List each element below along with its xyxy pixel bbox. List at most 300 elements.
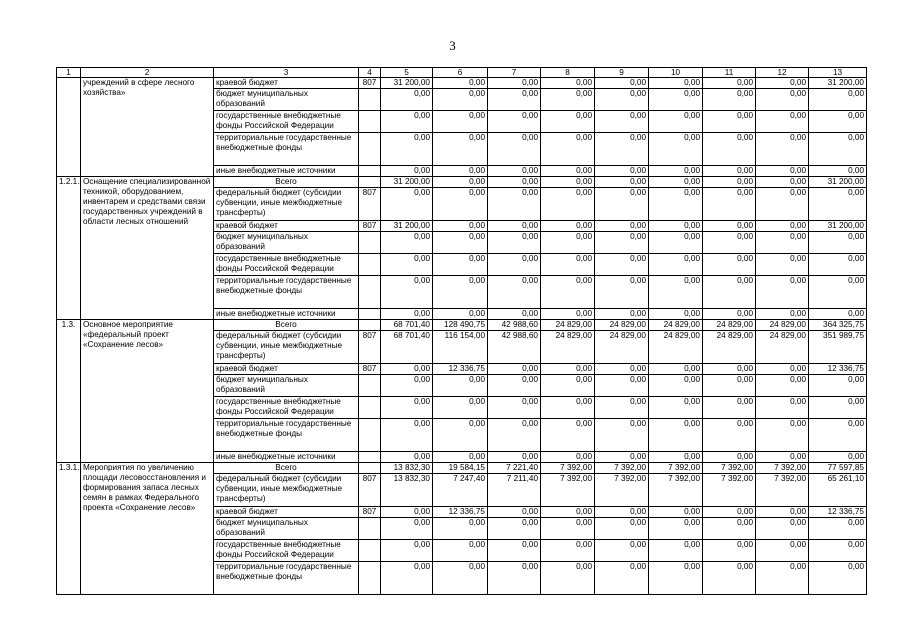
- amount-cell: 65 261,10: [809, 474, 867, 507]
- funding-source: бюджет муниципальных образований: [214, 89, 359, 111]
- amount-cell: 0,00: [541, 111, 595, 133]
- amount-cell: 24 829,00: [541, 331, 595, 364]
- amount-cell: 0,00: [756, 375, 809, 397]
- amount-cell: 0,00: [488, 309, 541, 320]
- amount-cell: 68 701,40: [381, 331, 433, 364]
- amount-cell: 0,00: [809, 166, 867, 177]
- amount-cell: 0,00: [488, 111, 541, 133]
- funding-source: федеральный бюджет (субсидии субвенции, иные межбюджетные трансферты): [214, 474, 359, 507]
- grbs-code: [359, 518, 381, 540]
- amount-cell: 0,00: [433, 309, 488, 320]
- amount-cell: 0,00: [595, 166, 649, 177]
- funding-source: Всего: [214, 463, 359, 474]
- amount-cell: 0,00: [649, 309, 703, 320]
- amount-cell: 7 392,00: [649, 474, 703, 507]
- amount-cell: 0,00: [541, 452, 595, 463]
- amount-cell: 0,00: [381, 111, 433, 133]
- amount-cell: 31 200,00: [381, 221, 433, 232]
- amount-cell: 0,00: [541, 232, 595, 254]
- funding-source: территориальные государственные внебюджетные фонды: [214, 133, 359, 166]
- amount-cell: 0,00: [488, 254, 541, 276]
- amount-cell: 0,00: [381, 166, 433, 177]
- funding-source: краевой бюджет: [214, 78, 359, 89]
- amount-cell: 0,00: [488, 221, 541, 232]
- amount-cell: 0,00: [381, 254, 433, 276]
- amount-cell: 0,00: [756, 188, 809, 221]
- amount-cell: 24 829,00: [649, 320, 703, 331]
- row-code: [57, 78, 81, 177]
- amount-cell: 0,00: [541, 133, 595, 166]
- amount-cell: 0,00: [595, 276, 649, 309]
- amount-cell: 7 211,40: [488, 474, 541, 507]
- funding-source: бюджет муниципальных образований: [214, 375, 359, 397]
- amount-cell: 0,00: [703, 254, 756, 276]
- amount-cell: 0,00: [541, 276, 595, 309]
- amount-cell: 0,00: [703, 166, 756, 177]
- amount-cell: 0,00: [756, 309, 809, 320]
- amount-cell: 0,00: [756, 166, 809, 177]
- amount-cell: 0,00: [381, 276, 433, 309]
- amount-cell: 0,00: [809, 111, 867, 133]
- funding-source: Всего: [214, 177, 359, 188]
- amount-cell: 0,00: [488, 89, 541, 111]
- grbs-code: [359, 463, 381, 474]
- amount-cell: 0,00: [541, 419, 595, 452]
- amount-cell: 0,00: [703, 452, 756, 463]
- amount-cell: 0,00: [649, 452, 703, 463]
- amount-cell: 0,00: [595, 221, 649, 232]
- amount-cell: 7 392,00: [703, 463, 756, 474]
- amount-cell: 0,00: [381, 540, 433, 562]
- amount-cell: 0,00: [649, 562, 703, 595]
- amount-cell: 0,00: [649, 166, 703, 177]
- amount-cell: 0,00: [381, 309, 433, 320]
- column-number-9: 9: [595, 68, 649, 78]
- amount-cell: 0,00: [595, 375, 649, 397]
- funding-source: краевой бюджет: [214, 507, 359, 518]
- amount-cell: 31 200,00: [809, 177, 867, 188]
- amount-cell: 0,00: [809, 540, 867, 562]
- amount-cell: 0,00: [756, 221, 809, 232]
- table-row: [57, 177, 867, 188]
- measure-name: учреждений в сфере лесного хозяйства»: [81, 78, 214, 177]
- amount-cell: 0,00: [541, 188, 595, 221]
- funding-source: территориальные государственные внебюджетные фонды: [214, 276, 359, 309]
- amount-cell: 0,00: [595, 540, 649, 562]
- amount-cell: 0,00: [541, 518, 595, 540]
- amount-cell: 0,00: [381, 375, 433, 397]
- budget-table: [56, 67, 867, 595]
- amount-cell: 13 832,30: [381, 474, 433, 507]
- amount-cell: 68 701,40: [381, 320, 433, 331]
- amount-cell: 24 829,00: [756, 320, 809, 331]
- grbs-code: 807: [359, 507, 381, 518]
- column-number-3: 3: [214, 68, 359, 78]
- amount-cell: 0,00: [595, 397, 649, 419]
- funding-source: иные внебюджетные источники: [214, 166, 359, 177]
- amount-cell: 0,00: [488, 562, 541, 595]
- amount-cell: 0,00: [756, 507, 809, 518]
- header-row: [57, 68, 867, 78]
- amount-cell: 0,00: [433, 452, 488, 463]
- amount-cell: 0,00: [703, 518, 756, 540]
- amount-cell: 0,00: [433, 133, 488, 166]
- amount-cell: 0,00: [541, 507, 595, 518]
- amount-cell: 0,00: [756, 232, 809, 254]
- amount-cell: 0,00: [541, 177, 595, 188]
- amount-cell: 0,00: [809, 419, 867, 452]
- amount-cell: 0,00: [649, 507, 703, 518]
- amount-cell: 0,00: [756, 111, 809, 133]
- table-row: [57, 320, 867, 331]
- row-code: 1.3.: [57, 320, 81, 463]
- amount-cell: 0,00: [433, 518, 488, 540]
- amount-cell: 0,00: [756, 518, 809, 540]
- amount-cell: 7 392,00: [541, 463, 595, 474]
- grbs-code: [359, 89, 381, 111]
- amount-cell: 0,00: [703, 188, 756, 221]
- table-row: [57, 78, 867, 89]
- amount-cell: 24 829,00: [595, 331, 649, 364]
- amount-cell: 116 154,00: [433, 331, 488, 364]
- amount-cell: 0,00: [649, 78, 703, 89]
- amount-cell: 0,00: [809, 452, 867, 463]
- amount-cell: 364 325,75: [809, 320, 867, 331]
- amount-cell: 0,00: [541, 540, 595, 562]
- amount-cell: 0,00: [649, 419, 703, 452]
- amount-cell: 0,00: [595, 111, 649, 133]
- amount-cell: 0,00: [433, 188, 488, 221]
- amount-cell: 0,00: [381, 507, 433, 518]
- measure-name: Мероприятия по увеличению площади лесовосстановления и формирования запаса лесных семян в рамках Федерального проекта «Сохранение лесов»: [81, 463, 214, 595]
- amount-cell: 24 829,00: [703, 331, 756, 364]
- amount-cell: 0,00: [649, 518, 703, 540]
- amount-cell: 31 200,00: [381, 78, 433, 89]
- funding-source: иные внебюджетные источники: [214, 452, 359, 463]
- amount-cell: 0,00: [381, 232, 433, 254]
- column-number-1: 1: [57, 68, 81, 78]
- column-number-10: 10: [649, 68, 703, 78]
- amount-cell: 0,00: [433, 232, 488, 254]
- amount-cell: 0,00: [595, 364, 649, 375]
- amount-cell: 0,00: [433, 221, 488, 232]
- grbs-code: [359, 452, 381, 463]
- grbs-code: 807: [359, 221, 381, 232]
- amount-cell: 0,00: [381, 364, 433, 375]
- amount-cell: 0,00: [809, 562, 867, 595]
- amount-cell: 0,00: [809, 89, 867, 111]
- amount-cell: 0,00: [809, 232, 867, 254]
- amount-cell: 0,00: [488, 232, 541, 254]
- amount-cell: 0,00: [595, 452, 649, 463]
- funding-source: бюджет муниципальных образований: [214, 232, 359, 254]
- amount-cell: 12 336,75: [433, 507, 488, 518]
- amount-cell: 0,00: [703, 309, 756, 320]
- amount-cell: 0,00: [809, 309, 867, 320]
- funding-source: краевой бюджет: [214, 364, 359, 375]
- amount-cell: 0,00: [595, 232, 649, 254]
- amount-cell: 0,00: [649, 133, 703, 166]
- funding-source: государственные внебюджетные фонды Российской Федерации: [214, 540, 359, 562]
- amount-cell: 31 200,00: [381, 177, 433, 188]
- grbs-code: 807: [359, 364, 381, 375]
- funding-source: иные внебюджетные источники: [214, 309, 359, 320]
- amount-cell: 24 829,00: [756, 331, 809, 364]
- amount-cell: 0,00: [756, 89, 809, 111]
- funding-source: государственные внебюджетные фонды Российской Федерации: [214, 397, 359, 419]
- amount-cell: 0,00: [649, 221, 703, 232]
- amount-cell: 0,00: [703, 397, 756, 419]
- amount-cell: 0,00: [595, 518, 649, 540]
- amount-cell: 0,00: [703, 78, 756, 89]
- amount-cell: 0,00: [809, 276, 867, 309]
- table-row: [57, 463, 867, 474]
- amount-cell: 0,00: [433, 166, 488, 177]
- funding-source: федеральный бюджет (субсидии субвенции, иные межбюджетные трансферты): [214, 188, 359, 221]
- amount-cell: 7 392,00: [649, 463, 703, 474]
- amount-cell: 0,00: [381, 133, 433, 166]
- amount-cell: 0,00: [433, 254, 488, 276]
- amount-cell: 0,00: [649, 188, 703, 221]
- funding-source: федеральный бюджет (субсидии субвенции, иные межбюджетные трансферты): [214, 331, 359, 364]
- grbs-code: [359, 133, 381, 166]
- amount-cell: 0,00: [488, 166, 541, 177]
- amount-cell: 0,00: [595, 89, 649, 111]
- amount-cell: 7 392,00: [541, 474, 595, 507]
- amount-cell: 0,00: [703, 232, 756, 254]
- amount-cell: 0,00: [809, 133, 867, 166]
- column-number-5: 5: [381, 68, 433, 78]
- amount-cell: 0,00: [488, 276, 541, 309]
- amount-cell: 0,00: [488, 518, 541, 540]
- column-number-4: 4: [359, 68, 381, 78]
- page-number: 3: [449, 38, 456, 53]
- amount-cell: 0,00: [488, 452, 541, 463]
- amount-cell: 0,00: [703, 364, 756, 375]
- amount-cell: 0,00: [488, 540, 541, 562]
- amount-cell: 0,00: [595, 188, 649, 221]
- amount-cell: 0,00: [703, 133, 756, 166]
- amount-cell: 0,00: [595, 177, 649, 188]
- amount-cell: 7 392,00: [595, 463, 649, 474]
- amount-cell: 19 584,15: [433, 463, 488, 474]
- amount-cell: 24 829,00: [541, 320, 595, 331]
- amount-cell: 0,00: [809, 518, 867, 540]
- amount-cell: 0,00: [595, 309, 649, 320]
- amount-cell: 0,00: [488, 133, 541, 166]
- amount-cell: 0,00: [649, 364, 703, 375]
- amount-cell: 0,00: [756, 254, 809, 276]
- amount-cell: 0,00: [541, 78, 595, 89]
- amount-cell: 42 988,60: [488, 320, 541, 331]
- amount-cell: 0,00: [703, 276, 756, 309]
- amount-cell: 0,00: [703, 562, 756, 595]
- amount-cell: 0,00: [595, 507, 649, 518]
- amount-cell: 0,00: [488, 375, 541, 397]
- amount-cell: 7 392,00: [595, 474, 649, 507]
- amount-cell: 0,00: [433, 375, 488, 397]
- grbs-code: [359, 166, 381, 177]
- grbs-code: [359, 320, 381, 331]
- amount-cell: 0,00: [595, 419, 649, 452]
- amount-cell: 0,00: [649, 177, 703, 188]
- amount-cell: 0,00: [649, 397, 703, 419]
- amount-cell: 0,00: [703, 419, 756, 452]
- amount-cell: 7 221,40: [488, 463, 541, 474]
- amount-cell: 12 336,75: [809, 507, 867, 518]
- grbs-code: [359, 562, 381, 595]
- grbs-code: [359, 254, 381, 276]
- amount-cell: 0,00: [433, 177, 488, 188]
- amount-cell: 0,00: [433, 397, 488, 419]
- amount-cell: 0,00: [541, 562, 595, 595]
- amount-cell: 0,00: [595, 562, 649, 595]
- amount-cell: 0,00: [541, 254, 595, 276]
- amount-cell: 7 247,40: [433, 474, 488, 507]
- amount-cell: 0,00: [649, 232, 703, 254]
- row-code: 1.3.1.: [57, 463, 81, 595]
- amount-cell: 0,00: [756, 397, 809, 419]
- amount-cell: 0,00: [809, 397, 867, 419]
- amount-cell: 0,00: [433, 540, 488, 562]
- amount-cell: 0,00: [756, 540, 809, 562]
- amount-cell: 0,00: [433, 562, 488, 595]
- amount-cell: 77 597,85: [809, 463, 867, 474]
- grbs-code: [359, 419, 381, 452]
- amount-cell: 0,00: [756, 419, 809, 452]
- amount-cell: 0,00: [756, 364, 809, 375]
- amount-cell: 13 832,30: [381, 463, 433, 474]
- amount-cell: 0,00: [541, 375, 595, 397]
- amount-cell: 351 989,75: [809, 331, 867, 364]
- amount-cell: 0,00: [488, 507, 541, 518]
- amount-cell: 31 200,00: [809, 78, 867, 89]
- amount-cell: 0,00: [595, 133, 649, 166]
- column-number-6: 6: [433, 68, 488, 78]
- amount-cell: 0,00: [433, 111, 488, 133]
- grbs-code: [359, 276, 381, 309]
- amount-cell: 12 336,75: [809, 364, 867, 375]
- amount-cell: 0,00: [595, 78, 649, 89]
- amount-cell: 0,00: [541, 309, 595, 320]
- amount-cell: 0,00: [649, 276, 703, 309]
- grbs-code: [359, 309, 381, 320]
- grbs-code: [359, 232, 381, 254]
- funding-source: бюджет муниципальных образований: [214, 518, 359, 540]
- grbs-code: 807: [359, 331, 381, 364]
- funding-source: государственные внебюджетные фонды Российской Федерации: [214, 254, 359, 276]
- amount-cell: 0,00: [703, 221, 756, 232]
- amount-cell: 0,00: [381, 452, 433, 463]
- column-number-7: 7: [488, 68, 541, 78]
- funding-source: Всего: [214, 320, 359, 331]
- amount-cell: 0,00: [703, 89, 756, 111]
- column-number-11: 11: [703, 68, 756, 78]
- grbs-code: [359, 540, 381, 562]
- amount-cell: 24 829,00: [649, 331, 703, 364]
- amount-cell: 0,00: [433, 89, 488, 111]
- row-code: 1.2.1.: [57, 177, 81, 320]
- grbs-code: [359, 177, 381, 188]
- amount-cell: 0,00: [488, 397, 541, 419]
- column-number-2: 2: [81, 68, 214, 78]
- amount-cell: 0,00: [756, 177, 809, 188]
- amount-cell: 0,00: [649, 254, 703, 276]
- amount-cell: 0,00: [381, 188, 433, 221]
- amount-cell: 42 988,60: [488, 331, 541, 364]
- funding-source: краевой бюджет: [214, 221, 359, 232]
- amount-cell: 0,00: [433, 419, 488, 452]
- amount-cell: 0,00: [488, 78, 541, 89]
- amount-cell: 0,00: [756, 133, 809, 166]
- amount-cell: 0,00: [756, 452, 809, 463]
- amount-cell: 0,00: [381, 397, 433, 419]
- grbs-code: 807: [359, 474, 381, 507]
- amount-cell: 0,00: [703, 540, 756, 562]
- amount-cell: 24 829,00: [595, 320, 649, 331]
- grbs-code: 807: [359, 188, 381, 221]
- measure-name: Основное мероприятие «федеральный проект «Сохранение лесов»: [81, 320, 214, 463]
- amount-cell: 0,00: [381, 518, 433, 540]
- amount-cell: 0,00: [756, 276, 809, 309]
- column-number-8: 8: [541, 68, 595, 78]
- amount-cell: 0,00: [703, 177, 756, 188]
- amount-cell: 0,00: [488, 188, 541, 221]
- grbs-code: 807: [359, 78, 381, 89]
- column-number-13: 13: [809, 68, 867, 78]
- amount-cell: 0,00: [649, 375, 703, 397]
- amount-cell: 0,00: [381, 419, 433, 452]
- amount-cell: 0,00: [809, 375, 867, 397]
- amount-cell: 0,00: [541, 166, 595, 177]
- amount-cell: 0,00: [541, 397, 595, 419]
- amount-cell: 0,00: [433, 276, 488, 309]
- amount-cell: 128 490,75: [433, 320, 488, 331]
- amount-cell: 0,00: [488, 177, 541, 188]
- amount-cell: 0,00: [809, 188, 867, 221]
- grbs-code: [359, 375, 381, 397]
- amount-cell: 0,00: [381, 562, 433, 595]
- funding-source: государственные внебюджетные фонды Российской Федерации: [214, 111, 359, 133]
- funding-source: территориальные государственные внебюджетные фонды: [214, 562, 359, 595]
- amount-cell: 0,00: [488, 419, 541, 452]
- amount-cell: 0,00: [703, 507, 756, 518]
- amount-cell: 0,00: [703, 375, 756, 397]
- amount-cell: 0,00: [488, 364, 541, 375]
- amount-cell: 0,00: [649, 111, 703, 133]
- amount-cell: 12 336,75: [433, 364, 488, 375]
- amount-cell: 7 392,00: [756, 474, 809, 507]
- amount-cell: 31 200,00: [809, 221, 867, 232]
- amount-cell: 0,00: [703, 111, 756, 133]
- amount-cell: 0,00: [649, 540, 703, 562]
- amount-cell: 0,00: [756, 78, 809, 89]
- amount-cell: 0,00: [756, 562, 809, 595]
- column-number-12: 12: [756, 68, 809, 78]
- amount-cell: 0,00: [649, 89, 703, 111]
- grbs-code: [359, 397, 381, 419]
- amount-cell: 0,00: [595, 254, 649, 276]
- funding-source: территориальные государственные внебюджетные фонды: [214, 419, 359, 452]
- amount-cell: 7 392,00: [756, 463, 809, 474]
- amount-cell: 0,00: [541, 364, 595, 375]
- amount-cell: 0,00: [541, 221, 595, 232]
- measure-name: Оснащение специализированной техникой, оборудованием, инвентарем и средствами связи государственных учреждений в области лесных отношений: [81, 177, 214, 320]
- amount-cell: 0,00: [809, 254, 867, 276]
- amount-cell: 0,00: [381, 89, 433, 111]
- amount-cell: 0,00: [433, 78, 488, 89]
- amount-cell: 7 392,00: [703, 474, 756, 507]
